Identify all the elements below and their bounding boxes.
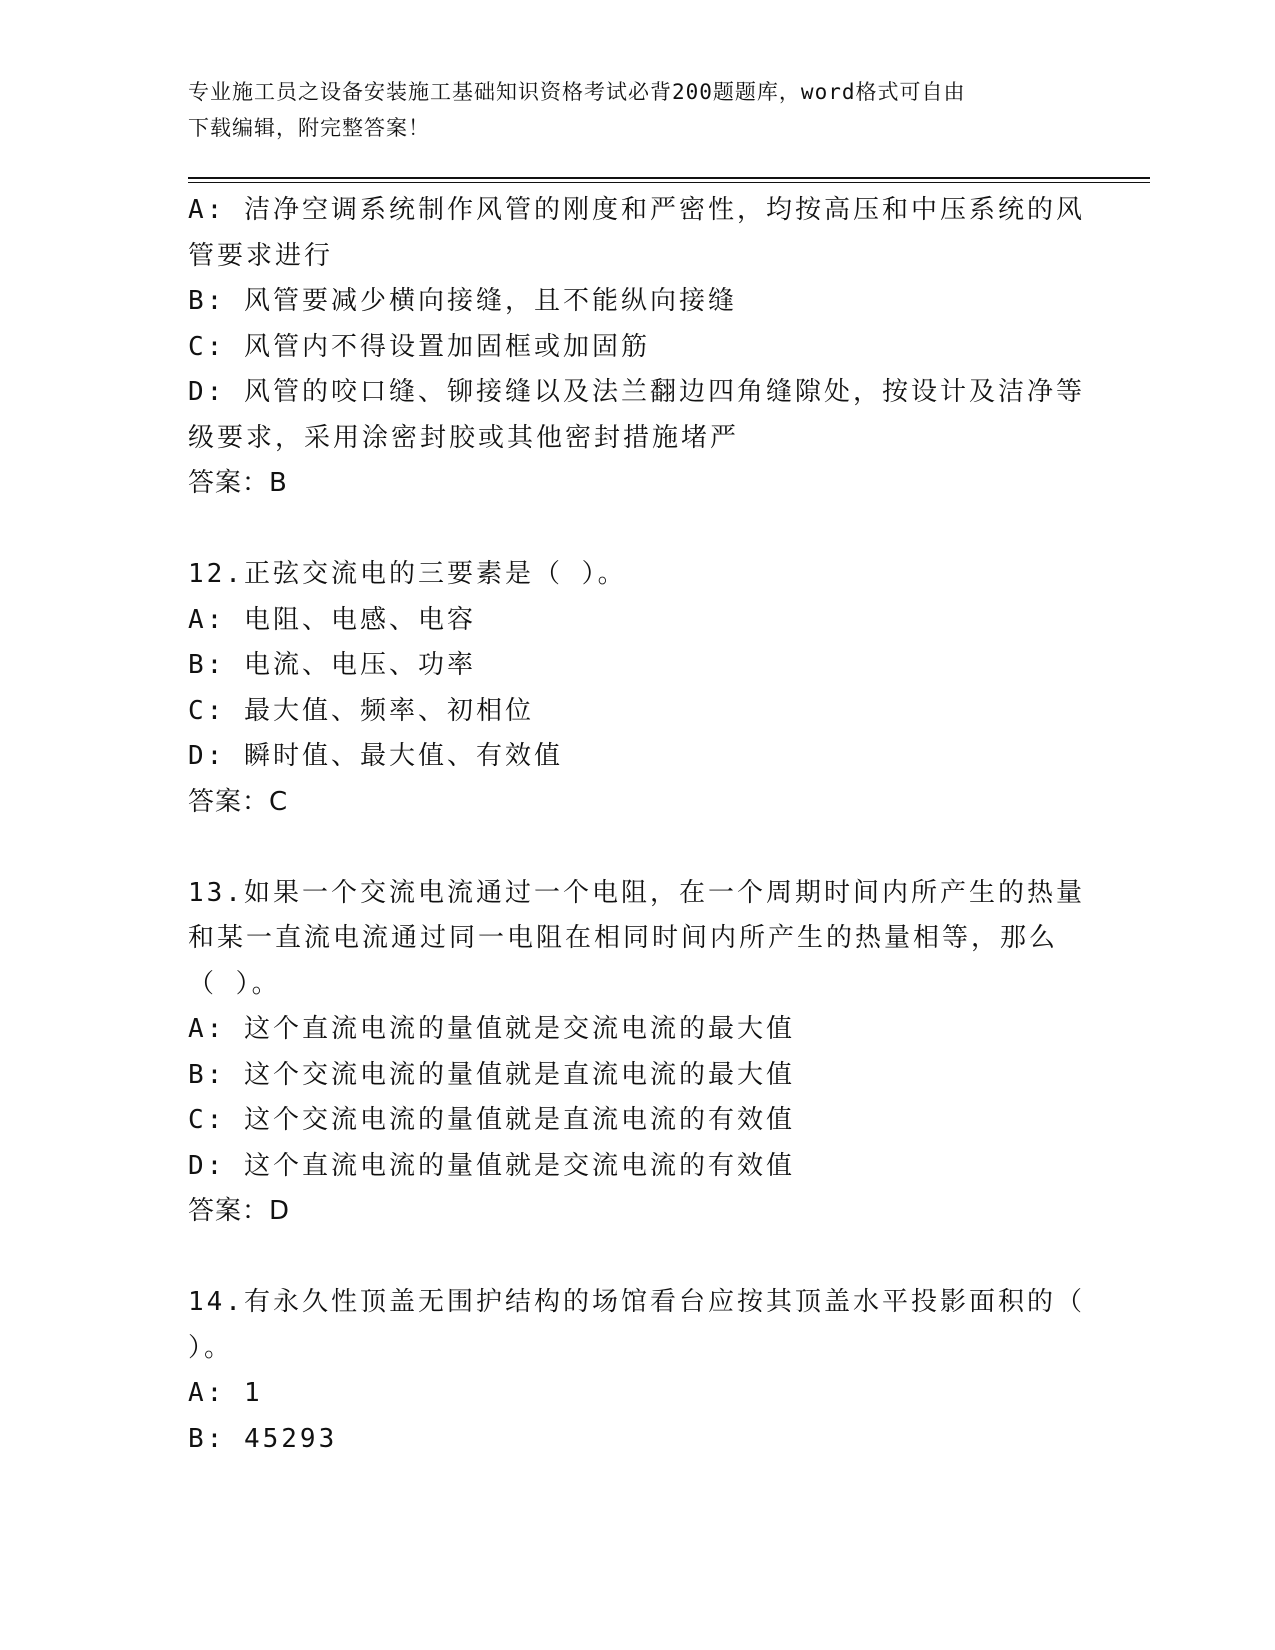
option-d: D: 瞬时值、最大值、有效值: [188, 741, 563, 771]
option-c: C: 这个交流电流的量值就是直流电流的有效值: [188, 1105, 795, 1135]
question-13: [188, 871, 1088, 1235]
header-line-2: 下载编辑，附完整答案！: [188, 116, 430, 140]
option-c: C: 最大值、频率、初相位: [188, 695, 534, 726]
question-14: [188, 1280, 1088, 1462]
question-11: [188, 188, 1088, 507]
header-line-1: 专业施工员之设备安装施工基础知识资格考试必背200题题库，word格式可自由: [188, 80, 966, 104]
option-a-line-1: A: 洁净空调系统制作风管的刚度和严密性，均按高压和中压系统的风: [188, 195, 1085, 225]
question-stem-line-1: 13.如果一个交流电流通过一个电阻，在一个周期时间内所产生的热量: [188, 877, 1085, 908]
option-b: B: 这个交流电流的量值就是直流电流的最大值: [188, 1059, 795, 1090]
answer: 答案：B: [188, 468, 288, 498]
spacer: [188, 825, 1088, 871]
answer: 答案：C: [188, 786, 289, 817]
option-b: B: 45293: [188, 1423, 338, 1454]
header-rule-thick: [188, 177, 1150, 179]
document-header: [188, 74, 1068, 146]
question-list: [188, 188, 1088, 1462]
option-d-line-1: D: 风管的咬口缝、铆接缝以及法兰翻边四角缝隙处，按设计及洁净等: [188, 377, 1085, 407]
question-stem-line-2: ）。: [188, 1332, 234, 1363]
option-d-line-2: 级要求，采用涂密封胶或其他密封措施堵严: [188, 422, 740, 453]
question-12: [188, 552, 1088, 825]
question-stem-line-2: 和某一直流电流通过同一电阻在相同时间内所产生的热量相等，那么: [188, 923, 1059, 953]
option-a-line-2: 管要求进行: [188, 240, 334, 271]
spacer: [188, 1235, 1088, 1281]
question-stem-line-3: （ ）。: [188, 968, 281, 999]
option-a: A: 1: [188, 1378, 263, 1408]
option-b: B: 风管要减少横向接缝，且不能纵向接缝: [188, 286, 737, 316]
question-stem-line-1: 14.有永久性顶盖无围护结构的场馆看台应按其顶盖水平投影面积的（: [188, 1287, 1085, 1317]
question-stem: 12.正弦交流电的三要素是（ ）。: [188, 559, 627, 589]
option-a: A: 电阻、电感、电容: [188, 604, 476, 635]
option-c: C: 风管内不得设置加固框或加固筋: [188, 331, 650, 362]
answer: 答案：D: [188, 1196, 291, 1226]
option-a: A: 这个直流电流的量值就是交流电流的最大值: [188, 1014, 795, 1044]
header-rule-thin: [188, 182, 1150, 183]
option-d: D: 这个直流电流的量值就是交流电流的有效值: [188, 1150, 795, 1181]
option-b: B: 电流、电压、功率: [188, 650, 476, 680]
spacer: [188, 507, 1088, 553]
